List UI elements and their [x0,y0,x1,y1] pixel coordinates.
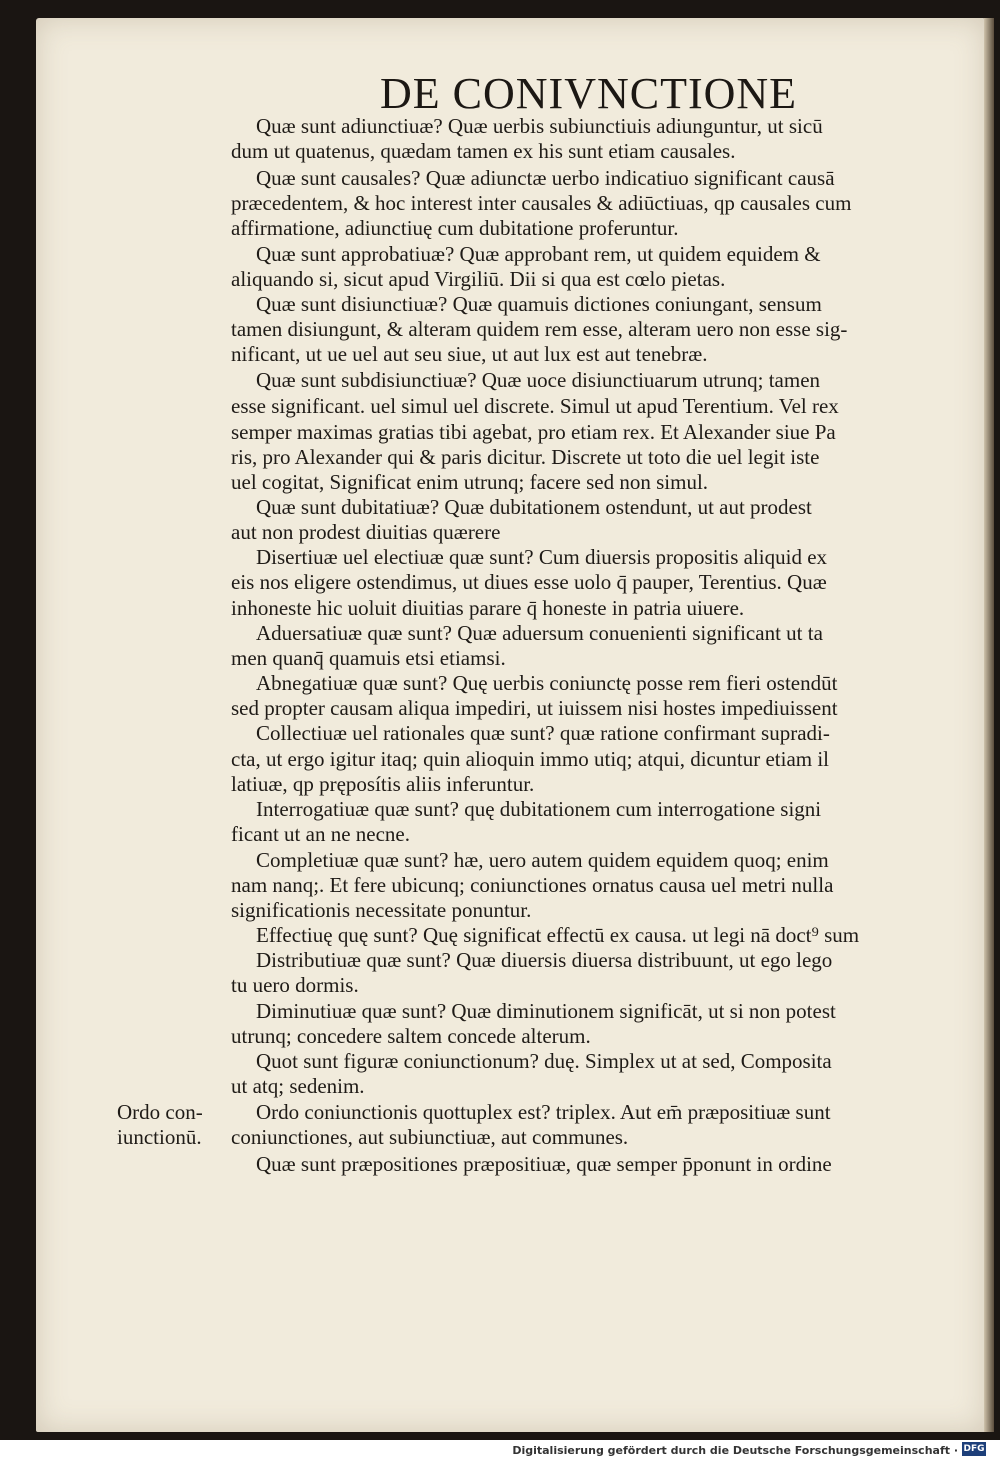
text-line: præcedentem, & hoc interest inter causales & adiūctiuas, qp causales cum [231,191,852,215]
text-line: nificant, ut ue uel aut seu siue, ut aut lux est aut tenebræ. [231,342,708,366]
text-line: Ordo coniunctionis quottuplex est? triplex. Aut em̄ præpositiuæ sunt [256,1100,831,1124]
text-line: Quæ sunt causales? Quæ adiunctæ uerbo indicatiuo significant causā [256,166,835,190]
text-line: semper maximas gratias tibi agebat, pro etiam rex. Et Alexander siue Pa [231,420,836,444]
text-line: Quæ sunt præpositiones præpositiuæ, quæ semper p̄ponunt in ordine [256,1152,832,1176]
text-line: inhoneste hic uoluit diuitias parare q̄ honeste in patria uiuere. [231,596,745,620]
dfg-logo: DFG [963,1444,985,1454]
page-edge [984,18,994,1432]
text-line: Aduersatiuæ quæ sunt? Quæ aduersum conuenienti significant ut ta [256,621,823,645]
text-line: Diminutiuæ quæ sunt? Quæ diminutionem significāt, ut si non potest [256,999,836,1023]
page-heading: DE CONIVNCTIONE [380,69,798,118]
text-line: Effectiuę quę sunt? Quę significat effectū ex causa. ut legi nā doct⁹ sum [256,923,860,947]
text-line: cta, ut ergo igitur itaq; quin alioquin immo utiq; atqui, dicuntur etiam il [231,747,830,771]
text-line: men quanq̄ quamuis etsi etiamsi. [231,646,506,670]
text-line: Quot sunt figuræ coniunctionum? duę. Simplex ut at sed, Composita [256,1049,832,1073]
text-line: Interrogatiuæ quæ sunt? quę dubitationem cum interrogatione signi [256,797,822,821]
text-line: Completiuæ quæ sunt? hæ, uero autem quidem equidem quoq; enim [256,848,829,872]
text-line: uel cogitat, Significat enim utrunq; facere sed non simul. [231,470,709,494]
text-line: Distributiuæ quæ sunt? Quæ diuersis diuersa distribuunt, ut ego lego [256,948,833,972]
text-line: coniunctiones, aut subiunctiuæ, aut communes. [231,1125,629,1149]
text-line: aliquando si, sicut apud Virgiliū. Dii si qua est cœlo pietas. [231,267,726,291]
text-line: ficant ut an ne necne. [231,822,410,846]
text-line: ris, pro Alexander qui & paris dicitur. Discrete ut toto die uel legit iste [231,445,820,469]
margin-note-line: Ordo con- [117,1100,203,1124]
text-line: latiuæ, qp pręposítis aliis inferuntur. [231,772,535,796]
text-line: Disertiuæ uel electiuæ quæ sunt? Cum diuersis propositis aliquid ex [256,545,828,569]
text-line: Quæ sunt subdisiunctiuæ? Quæ uoce disiunctiuarum utrunq; tamen [256,368,821,392]
text-line: Abnegatiuæ quæ sunt? Quę uerbis coniunctę posse rem fieri ostendūt [256,671,838,695]
text-line: Quæ sunt adiunctiuæ? Quæ uerbis subiunctiuis adiunguntur, ut sicū [256,114,823,138]
text-line: sed propter causam aliqua impediri, ut iuissem nisi hostes impediuissent [231,696,838,720]
text-line: tu uero dormis. [231,973,359,997]
text-line: utrunq; concedere saltem concede alterum. [231,1024,591,1048]
text-line: aut non prodest diuitias quærere [231,520,501,544]
text-line: ut atq; sedenim. [231,1074,365,1098]
text-line: Quæ sunt disiunctiuæ? Quæ quamuis dictiones coniungant, sensum [256,292,822,316]
text-line: Collectiuæ uel rationales quæ sunt? quæ ratione confirmant supradi- [256,721,830,745]
footer-credit: Digitalisierung gefördert durch die Deutsche Forschungsgemeinschaft · [512,1444,958,1457]
text-line: affirmatione, adiunctiuę cum dubitatione proferuntur. [231,216,679,240]
text-line: eis nos eligere ostendimus, ut diues esse uolo q̄ pauper, Terentius. Quæ [231,570,827,594]
text-line: dum ut quatenus, quædam tamen ex his sunt etiam causales. [231,139,736,163]
text-line: Quæ sunt dubitatiuæ? Quæ dubitationem ostendunt, ut aut prodest [256,495,812,519]
margin-note-line: iunctionū. [117,1125,202,1149]
text-line: esse significant. uel simul uel discrete. Simul ut apud Terentium. Vel rex [231,394,839,418]
text-line: Quæ sunt approbatiuæ? Quæ approbant rem, ut quidem equidem & [256,242,821,266]
text-line: nam nanq;. Et fere ubicunq; coniunctiones ornatus causa uel metri nulla [231,873,834,897]
text-line: tamen disiungunt, & alteram quidem rem esse, alteram uero non esse sig- [231,317,848,341]
text-line: significationis necessitate ponuntur. [231,898,532,922]
